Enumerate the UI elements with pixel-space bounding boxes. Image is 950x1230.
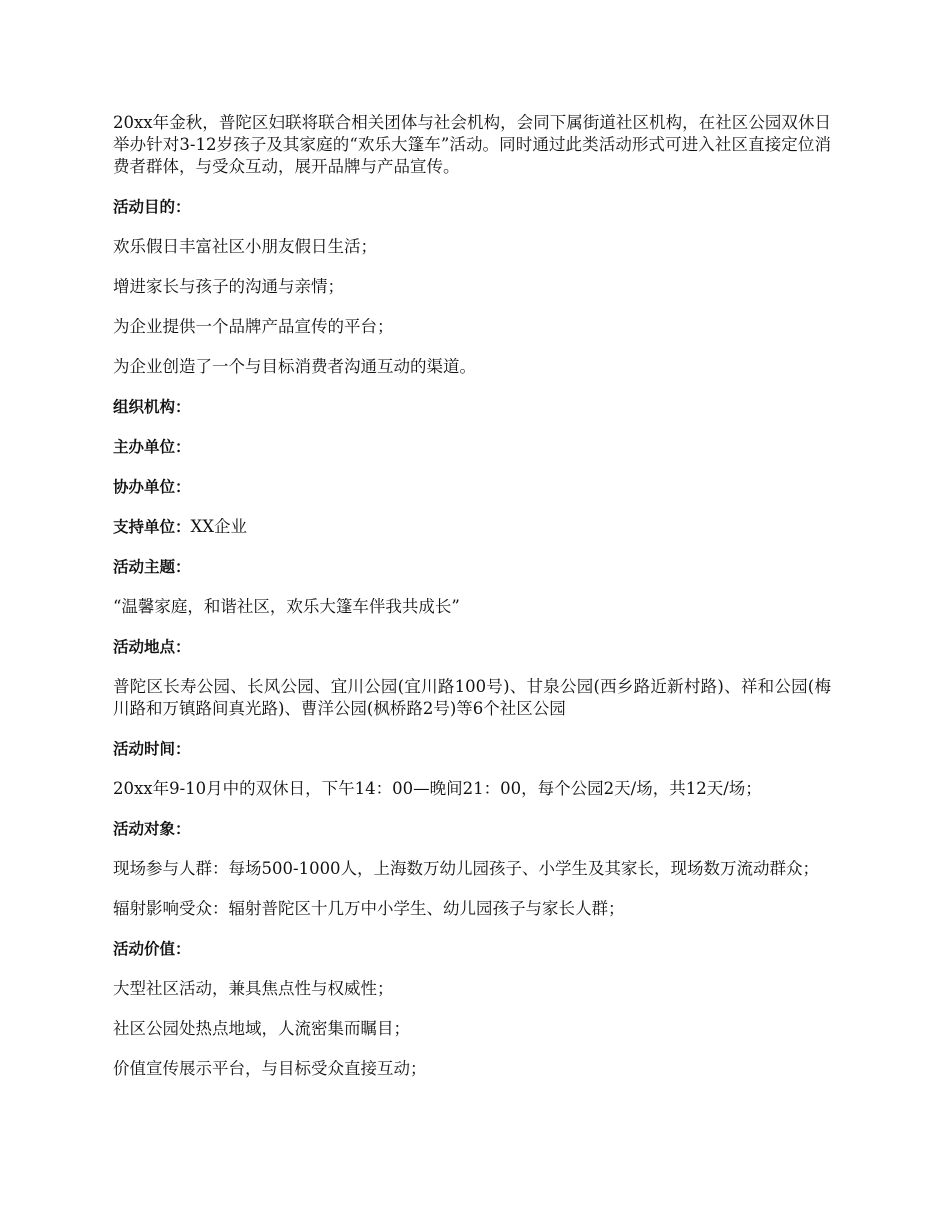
purpose-item: 为企业提供一个品牌产品宣传的平台； <box>113 317 394 336</box>
value-heading: 活动价值： <box>113 940 191 958</box>
time-heading: 活动时间： <box>113 740 191 758</box>
purpose-item: 为企业创造了一个与目标消费者沟通互动的渠道。 <box>113 357 476 376</box>
document-page <box>113 112 831 1098</box>
host-label: 主办单位： <box>113 438 191 456</box>
theme-text: “温馨家庭，和谐社区，欢乐大篷车伴我共成长” <box>113 597 460 616</box>
intro-paragraph: 20xx年金秋，普陀区妇联将联合相关团体与社会机构，会同下属街道社区机构，在社区公园双休日举办针对3-12岁孩子及其家庭的“欢乐大篷车”活动。同时通过此类活动形式可进入社区直接定位消费者群体，与受众互动，展开品牌与产品宣传。 <box>113 113 831 176</box>
co-host-label: 协办单位： <box>113 478 191 496</box>
value-item: 社区公园处热点地域，人流密集而瞩目； <box>113 1019 410 1038</box>
support-line <box>113 516 831 538</box>
value-item: 大型社区活动，兼具焦点性与权威性； <box>113 979 394 998</box>
support-value: XX企业 <box>190 517 248 536</box>
purpose-item: 欢乐假日丰富社区小朋友假日生活； <box>113 237 377 256</box>
purpose-heading: 活动目的： <box>113 198 191 216</box>
value-item: 价值宣传展示平台，与目标受众直接互动； <box>113 1059 427 1078</box>
theme-heading: 活动主题： <box>113 558 191 576</box>
location-heading: 活动地点： <box>113 638 191 656</box>
audience-heading: 活动对象： <box>113 820 191 838</box>
location-text: 普陀区长寿公园、长风公园、宜川公园(宜川路100号)、甘泉公园(西乡路近新村路)、祥和公园(梅川路和万镇路间真光路)、曹洋公园(枫桥路2号)等6个社区公园 <box>113 677 831 718</box>
time-text: 20xx年9-10月中的双休日，下午14：00—晚间21：00，每个公园2天/场，共12天/场； <box>113 779 762 798</box>
support-label: 支持单位： <box>113 518 191 536</box>
audience-item: 辐射影响受众：辐射普陀区十几万中小学生、幼儿园孩子与家长人群； <box>113 899 625 918</box>
audience-item: 现场参与人群：每场500-1000人，上海数万幼儿园孩子、小学生及其家长，现场数万流动群众； <box>113 859 820 878</box>
organization-heading: 组织机构： <box>113 398 191 416</box>
purpose-item: 增进家长与孩子的沟通与亲情； <box>113 277 344 296</box>
